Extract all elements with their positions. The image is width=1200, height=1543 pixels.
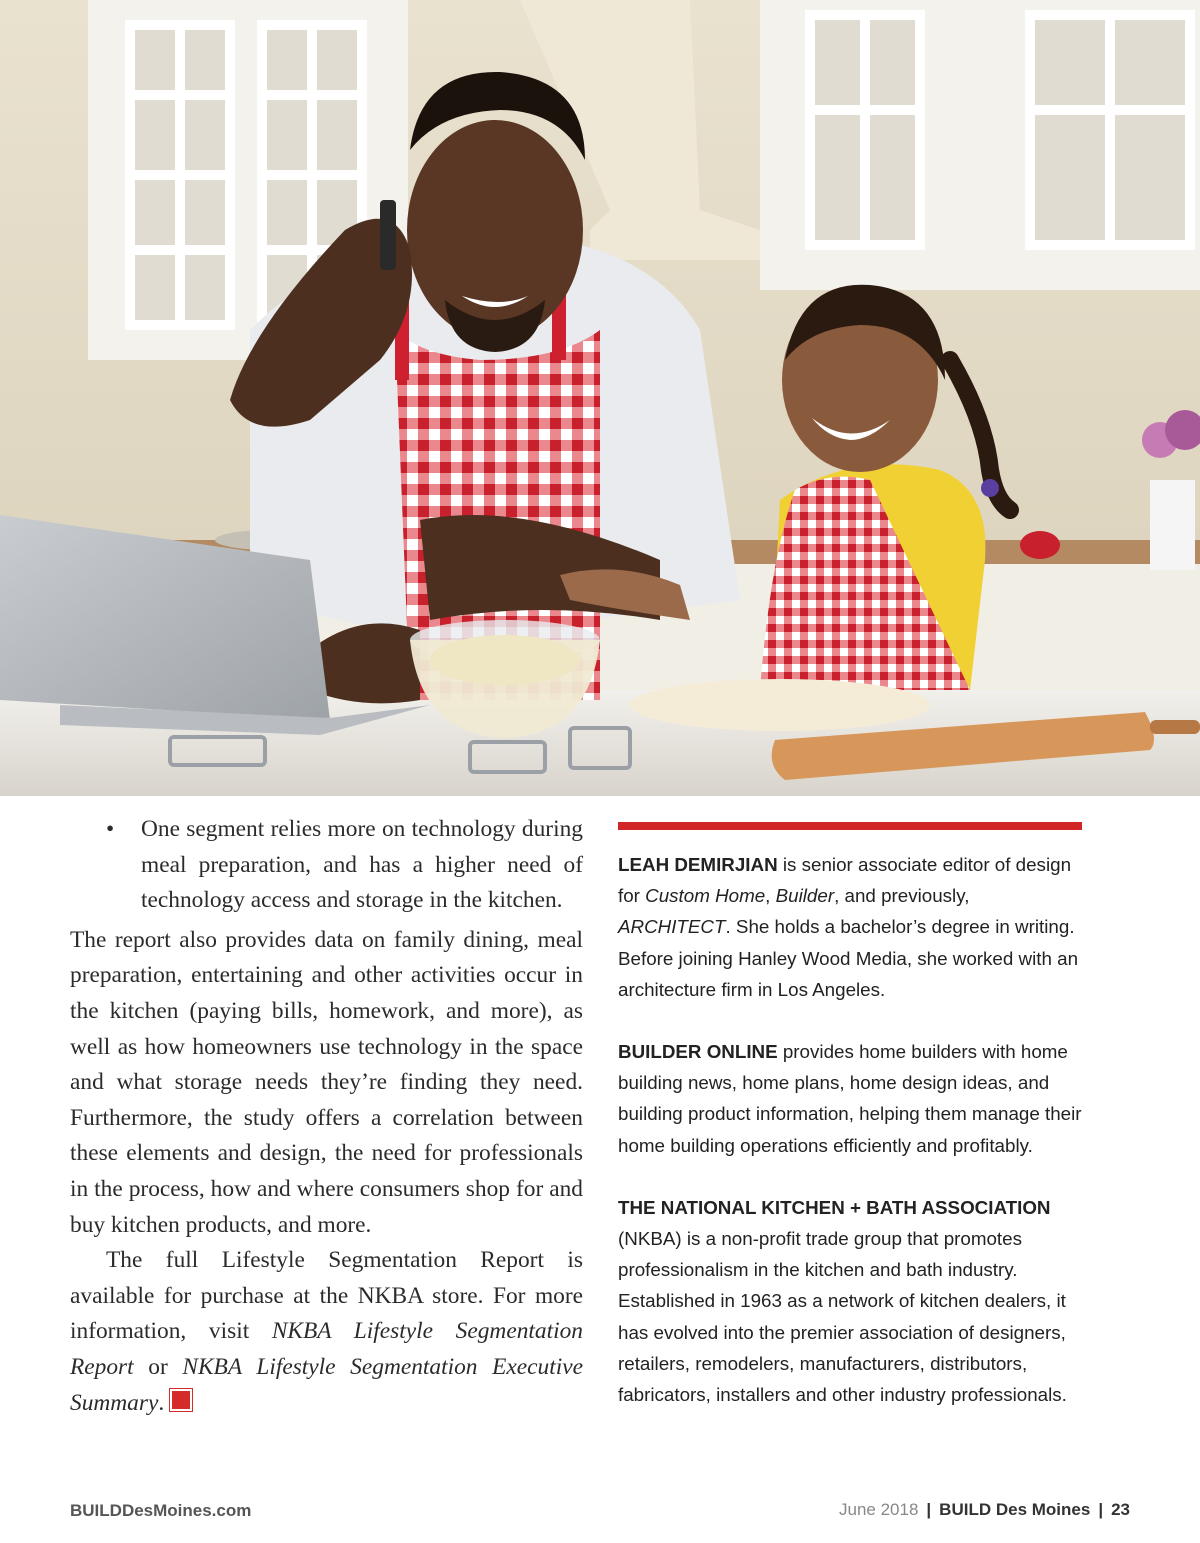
bullet-text: One segment relies more on technology during meal preparation, and has a higher need of technology access and storage in the kitchen. — [141, 816, 583, 914]
builder-online-text: provides home builders with home building news, home plans, home design ideas, and building product information, helping them manage their home building operations efficiently and profitably. — [618, 1041, 1082, 1156]
footer-folio — [839, 1500, 1130, 1520]
builder-online-bio — [618, 1036, 1082, 1161]
issue-date: June 2018 — [839, 1500, 919, 1519]
page-number: 23 — [1111, 1500, 1130, 1519]
article-body — [70, 812, 583, 1421]
publication-architect: ARCHITECT — [618, 916, 726, 938]
footer-site-url: BUILDDesMoines.com — [70, 1501, 252, 1520]
author-name: LEAH DEMIRJIAN — [618, 854, 778, 875]
sidebar-top-rule — [618, 822, 1082, 830]
body-paragraph-closing — [70, 1243, 583, 1421]
author-bio-text: is senior associate editor of design for — [618, 854, 1072, 907]
publication-custom-home: Custom Home — [645, 885, 766, 907]
closing-lead-text: The full Lifestyle Segmentation Report is available for purchase at the NKBA store. For more information, visit — [70, 1247, 583, 1345]
author-bio-text-2: , and previously, — [834, 885, 970, 907]
nkba-text: (NKBA) is a non-profit trade group that promotes professionalism in the kitchen and bath industry. Established in 1963 as a network of kitchen dealers, it has evolved into the premier association of designers, retailers, remodelers, manufacturers, distributors, fabricators, installers and other industry professionals. — [618, 1228, 1067, 1406]
bullet-marker: • — [106, 816, 115, 842]
builder-online-name: BUILDER ONLINE — [618, 1041, 778, 1063]
closing-or-text: or — [133, 1353, 183, 1380]
magazine-name: BUILD Des Moines — [939, 1500, 1091, 1519]
footer-separator: | — [926, 1500, 932, 1519]
author-bio — [618, 849, 1082, 1005]
publication-builder: Builder — [775, 885, 835, 907]
nkba-bio — [618, 1192, 1082, 1410]
closing-period: . — [158, 1389, 165, 1416]
red-square-b-icon: B — [170, 1389, 192, 1411]
author-bio-sep: , — [765, 885, 776, 907]
body-paragraph: The report also provides data on family dining, meal preparation, entertaining and other activities occur in the kitchen (paying bills, homework, and more), as well as how homeowners use technology in the space and what storage needs they’re finding they need. Furthermore, the study offers a correlation between these elements and design, the need for professionals in the process, how and where consumers shop for and buy kitchen products, and more. — [70, 926, 583, 1238]
report-link[interactable]: NKBA Lifestyle Segmentation Report — [70, 1318, 583, 1380]
executive-summary-link[interactable]: NKBA Lifestyle Segmentation Executive Summary — [70, 1353, 583, 1416]
contributor-sidebar — [618, 822, 1082, 1441]
bullet-list-item — [70, 812, 583, 919]
nkba-name: THE NATIONAL KITCHEN + BATH ASSOCIATION — [618, 1196, 1051, 1218]
author-bio-text-3: . She holds a bachelor’s degree in writing. Before joining Hanley Wood Media, she worked with an architecture firm in Los Angeles. — [618, 916, 1079, 1000]
footer-separator-2: | — [1098, 1500, 1104, 1519]
